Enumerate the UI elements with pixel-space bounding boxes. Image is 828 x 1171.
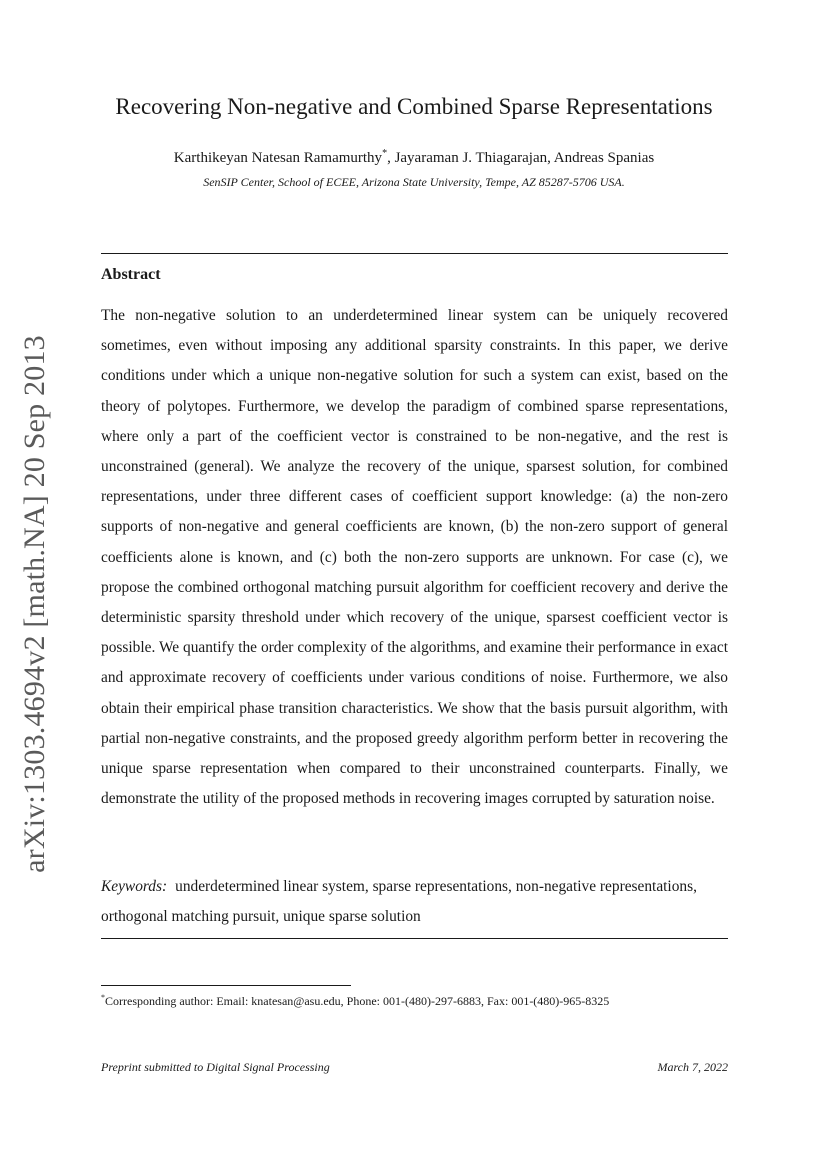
author-affiliation: SenSIP Center, School of ECEE, Arizona State University, Tempe, AZ 85287-5706 USA.: [203, 175, 625, 189]
arxiv-identifier-stamp: arXiv:1303.4694v2 [math.NA] 20 Sep 2013: [18, 335, 51, 873]
preprint-note: Preprint submitted to Digital Signal Processing: [101, 1060, 330, 1074]
abstract-heading: Abstract: [101, 266, 161, 283]
abstract-body: The non-negative solution to an underdetermined linear system can be uniquely recovered sometimes, even without imposing any additional sparsity constraints. In this paper, we derive conditions under which a unique non-negative solution for such a system can exist, based on the theory of polytopes. Furthermore, we develop the paradigm of combined sparse representations, where only a part of the coefficient vector is constrained to be non-negative, and the rest is unconstrained (general). We analyze the recovery of the unique, sparsest solution, for combined representations, under three different cases of coefficient support knowledge: (a) the non-zero supports of non-negative and general coefficients are known, (b) the non-zero support of general coefficients alone is known, and (c) both the non-zero supports are unknown. For case (c), we propose the combined orthogonal matching pursuit algorithm for coefficient recovery and derive the deterministic sparsity threshold under which recovery of the unique, sparsest coefficient vector is possible. We quantify the order complexity of the algorithms, and examine their performance in exact and approximate recovery of coefficients under various conditions of noise. Furthermore, we also obtain their empirical phase transition characteristics. We show that the basis pursuit algorithm, with partial non-negative constraints, and the proposed greedy algorithm perform better in recovering the unique sparse representation when compared to their unconstrained counterparts. Finally, we demonstrate the utility of the proposed methods in recovering images corrupted by saturation noise.: [101, 307, 728, 808]
abstract-bottom-rule: [101, 938, 728, 939]
footnote-text: Corresponding author: Email: knatesan@asu.edu, Phone: 001-(480)-297-6883, Fax: 001-(480)-965-8325: [105, 994, 610, 1008]
first-author-name: Karthikeyan Natesan Ramamurthy: [173, 150, 383, 166]
preprint-date: March 7, 2022: [657, 1060, 728, 1074]
abstract-top-rule: [101, 253, 728, 254]
paper-title: Recovering Non-negative and Combined Sparse Representations: [115, 94, 713, 119]
other-authors: , Jayaraman J. Thiagarajan, Andreas Spanias: [387, 150, 655, 166]
keywords-label: Keywords:: [101, 878, 168, 895]
corresponding-author-mark: *: [382, 148, 388, 159]
footnote-rule: [101, 985, 351, 986]
corresponding-author-footnote: [101, 990, 728, 1009]
author-list: [0, 148, 828, 167]
keywords-text: underdetermined linear system, sparse representations, non-negative representations, orthogonal matching pursuit, unique sparse solution: [101, 878, 697, 925]
keywords-line: [101, 872, 728, 932]
footnote-mark: *: [101, 993, 105, 1002]
